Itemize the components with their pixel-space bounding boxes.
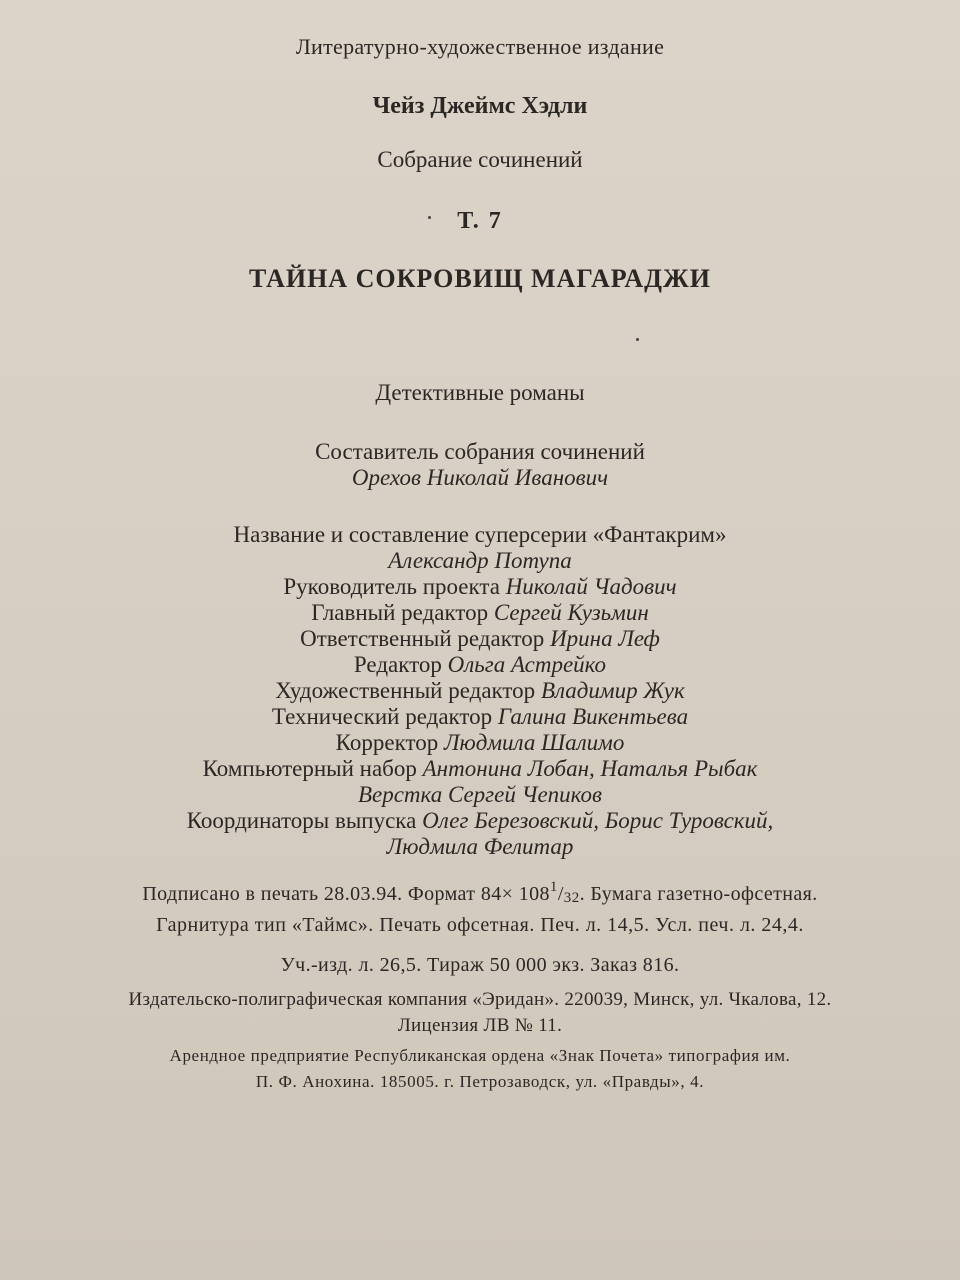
credit-coordinators-cont: Людмила Фелитар	[386, 834, 574, 859]
imprint-printer-line-1: Арендное предприятие Республиканская ордена «Знак Почета» типография им.	[169, 1046, 791, 1065]
credit-name: Олег Березовский, Борис Туровский,	[422, 808, 774, 833]
imprint-publisher: Издательско-полиграфическая компания «Эридан». 220039, Минск, ул. Чкалова, 12.	[128, 989, 832, 1010]
credit-editor	[0, 653, 960, 676]
volume-number: Т. 7	[457, 208, 503, 234]
compiler-label: Составитель собрания сочинений	[315, 439, 645, 464]
imprint-license: Лицензия ЛВ № 11.	[397, 1015, 563, 1036]
book-title: ТАЙНА СОКРОВИЩ МАГАРАДЖИ	[249, 264, 711, 293]
credit-label: Компьютерный набор	[202, 756, 417, 781]
format-slash: /	[557, 883, 564, 905]
genre: Детективные романы	[375, 380, 585, 405]
imprint-printer-line-2: П. Ф. Анохина. 185005. г. Петрозаводск, ул. «Правды», 4.	[255, 1072, 705, 1091]
format-value: 108	[513, 883, 550, 905]
credit-coordinators	[0, 809, 960, 832]
credit-label: Главный редактор	[311, 600, 489, 625]
series-name: Александр Потупа	[388, 548, 572, 573]
credit-name: Антонина Лобан, Наталья Рыбак	[422, 756, 758, 781]
credit-label: Ответственный редактор	[300, 626, 545, 651]
credit-label: Руководитель проекта	[283, 574, 500, 599]
print-speck	[636, 338, 639, 341]
credit-name: Ирина Леф	[550, 626, 660, 651]
credit-label: Координаторы выпуска	[186, 808, 417, 833]
credit-label: Верстка	[357, 782, 443, 807]
credit-label: Технический редактор	[271, 704, 493, 729]
credit-label: Корректор	[335, 730, 439, 755]
imprint-print-run: Уч.-изд. л. 26,5. Тираж 50 000 экз. Заказ 816.	[280, 954, 680, 976]
compiler-name: Орехов Николай Иванович	[351, 465, 609, 490]
print-speck	[428, 216, 431, 219]
credit-label: Художественный редактор	[275, 678, 536, 703]
credit-layout	[0, 783, 960, 806]
imprint-typeface: Гарнитура тип «Таймс». Печать офсетная. Печ. л. 14,5. Усл. печ. л. 24,4.	[156, 914, 804, 936]
format-times: ×	[501, 883, 514, 905]
credit-name: Ольга Астрейко	[447, 652, 607, 677]
credit-name: Людмила Шалимо	[443, 730, 625, 755]
credit-name: Сергей Кузьмин	[493, 600, 649, 625]
format-sup: 1	[549, 879, 558, 895]
author-name: Чейз Джеймс Хэдли	[372, 93, 588, 119]
imprint-signed-text: Подписано в печать 28.03.94. Формат 84	[142, 883, 502, 905]
collection-title: Собрание сочинений	[377, 147, 583, 172]
edition-type: Литературно-художественное издание	[295, 34, 665, 59]
credit-chief-editor	[0, 601, 960, 624]
credit-name: Владимир Жук	[540, 678, 685, 703]
series-label: Название и составление суперсерии «Фантакрим»	[233, 522, 727, 547]
credit-typesetting	[0, 757, 960, 780]
credit-proofreader	[0, 731, 960, 754]
credit-tech-editor	[0, 705, 960, 728]
credit-name: Галина Викентьева	[497, 704, 689, 729]
paper-type: . Бумага газетно-офсетная.	[579, 883, 818, 905]
credit-project-manager	[0, 575, 960, 598]
credit-name: Николай Чадович	[505, 574, 677, 599]
credit-responsible-editor	[0, 627, 960, 650]
format-sub: 32	[563, 890, 580, 906]
credit-label: Редактор	[353, 652, 442, 677]
credit-name: Сергей Чепиков	[447, 782, 603, 807]
imprint-signed	[0, 880, 960, 906]
credit-art-editor	[0, 679, 960, 702]
